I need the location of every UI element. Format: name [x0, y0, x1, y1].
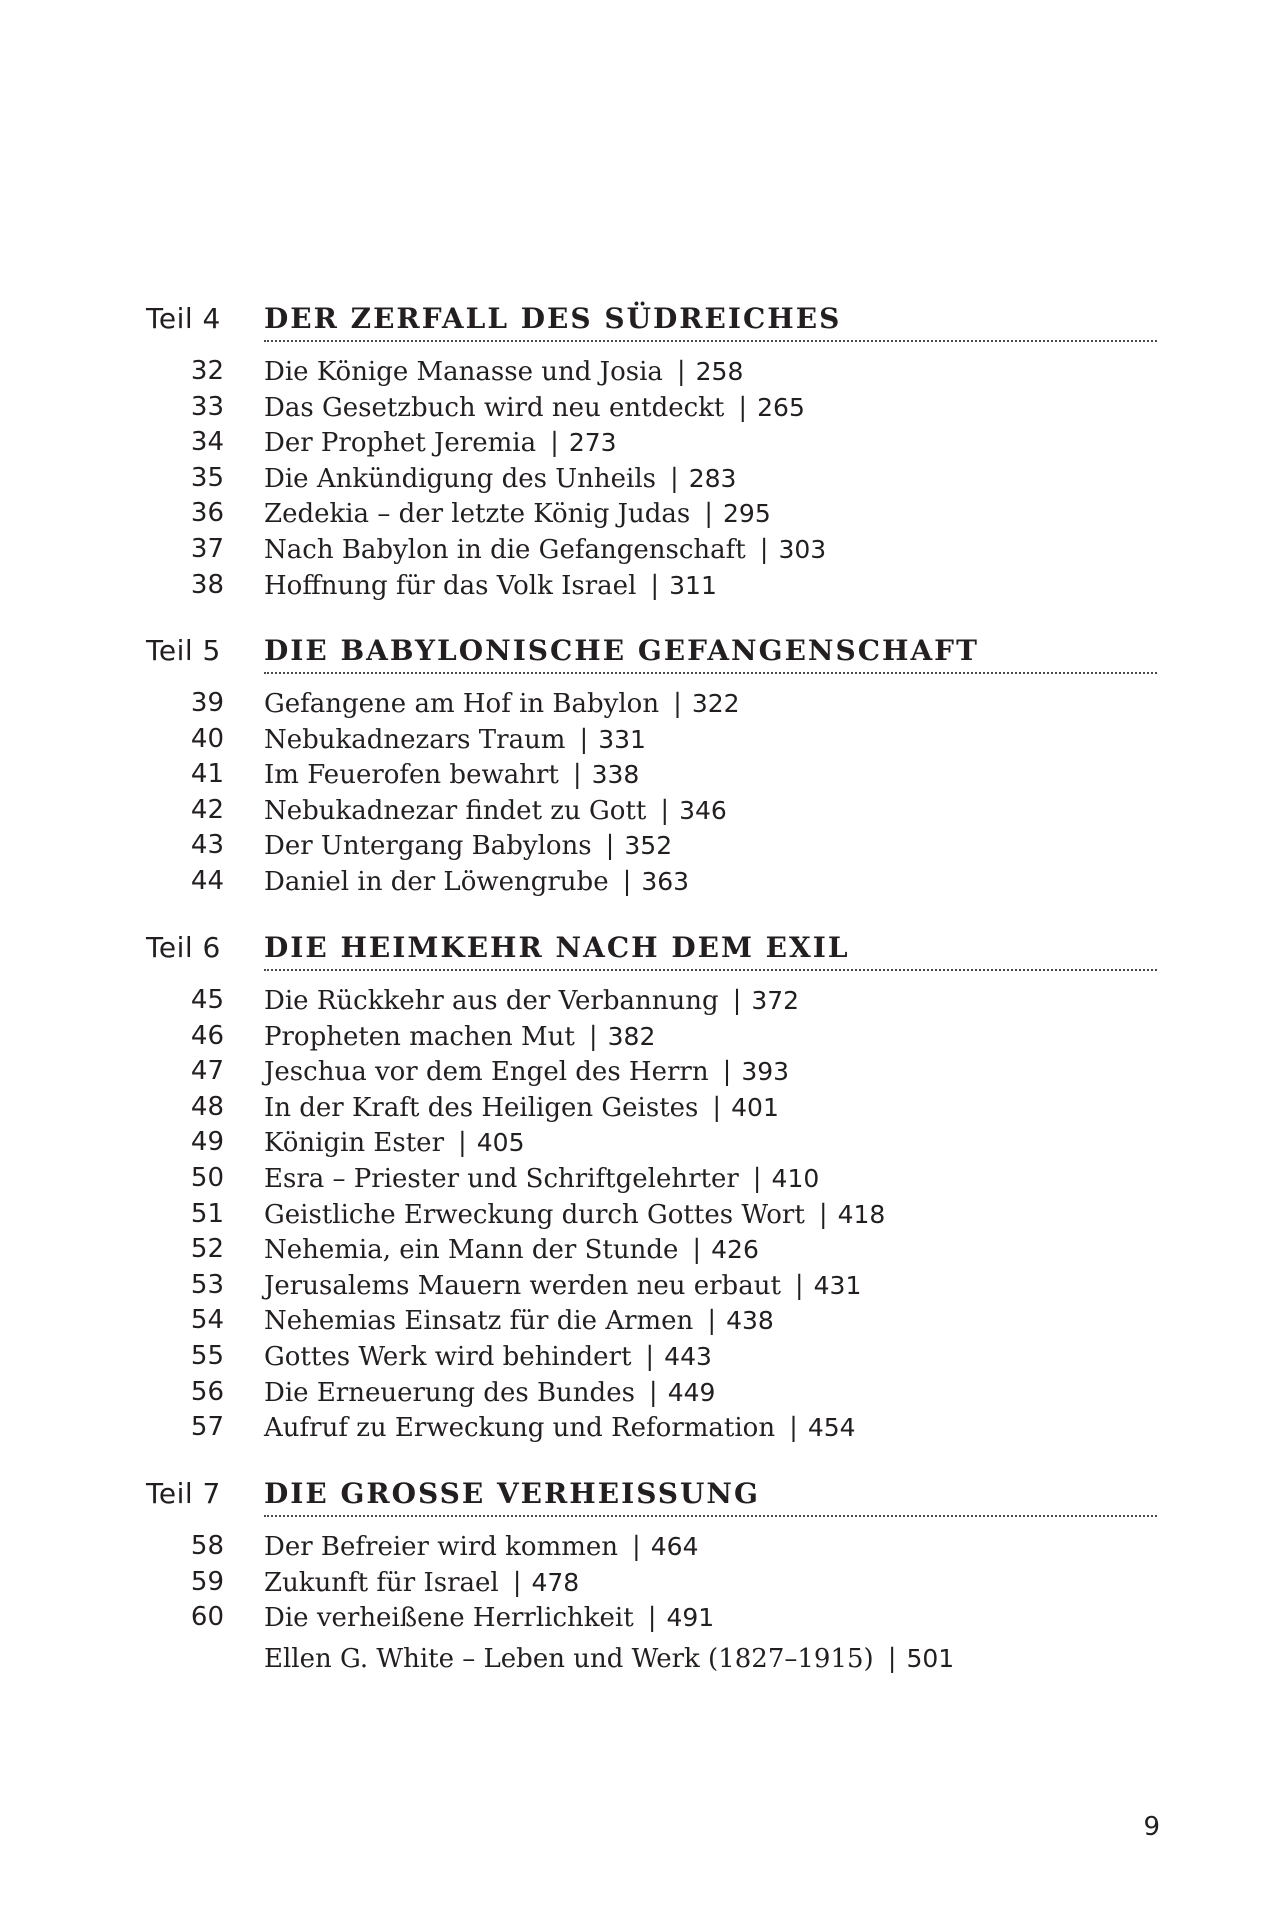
separator: |	[458, 1128, 467, 1159]
chapter-title: Jerusalems Mauern werden neu erbaut	[264, 1270, 781, 1301]
chapter-title-line	[264, 828, 672, 865]
chapter-title-line	[264, 983, 799, 1020]
chapter-number: 51	[190, 1198, 224, 1229]
chapter-page: 372	[751, 986, 800, 1015]
separator: |	[887, 1644, 897, 1674]
chapter-title-line	[264, 1410, 856, 1447]
chapter-number: 56	[190, 1376, 224, 1407]
dotted-rule	[264, 1515, 1157, 1517]
chapter-number: 50	[190, 1162, 224, 1193]
chapter-title-line	[264, 1054, 789, 1091]
dotted-rule	[264, 969, 1157, 971]
chapter-number: 58	[190, 1531, 224, 1561]
chapter-title-line	[264, 568, 717, 605]
separator: |	[660, 795, 670, 826]
chapter-title-line	[264, 390, 805, 427]
chapter-entry	[0, 425, 1280, 461]
separator: |	[622, 866, 632, 897]
separator: |	[712, 1092, 722, 1123]
chapter-page: 443	[664, 1341, 712, 1371]
separator: |	[794, 1270, 804, 1301]
separator: |	[673, 689, 682, 719]
chapter-title: Das Gesetzbuch wird neu entdeckt	[264, 392, 725, 423]
part-section	[0, 302, 1280, 603]
chapter-title-line	[264, 1019, 655, 1056]
appendix-title: Ellen G. White – Leben und Werk (1827–1915)	[264, 1644, 874, 1674]
chapter-title: Esra – Priester und Schriftgelehrter	[264, 1163, 739, 1194]
chapter-page: 418	[837, 1199, 886, 1229]
chapter-title-line	[264, 1090, 779, 1127]
part-section	[0, 931, 1280, 1446]
chapter-entry	[0, 1303, 1280, 1339]
separator: |	[650, 570, 660, 601]
chapter-entry	[0, 568, 1280, 604]
chapter-entry	[0, 1019, 1280, 1055]
chapter-number: 53	[190, 1269, 224, 1300]
separator: |	[789, 1413, 798, 1444]
chapter-title-line	[264, 461, 736, 498]
part-title: DER ZERFALL DES SÜDREICHES	[264, 302, 842, 335]
chapter-page: 431	[813, 1270, 862, 1300]
chapter-number: 42	[190, 794, 224, 825]
chapter-title: Die Rückkehr aus der Verbannung	[264, 986, 719, 1016]
chapter-title: Nehemia, ein Mann der Stunde	[264, 1235, 679, 1266]
separator: |	[512, 1567, 522, 1598]
part-label: Teil 7	[146, 1477, 221, 1510]
chapter-title: Der Untergang Babylons	[264, 831, 592, 862]
part-label: Teil 4	[146, 302, 221, 335]
appendix-entry	[264, 1644, 954, 1674]
chapter-title: Hoffnung für das Volk Israel	[264, 570, 637, 601]
chapter-entry	[0, 1529, 1280, 1565]
chapter-number: 35	[190, 462, 224, 493]
chapter-title-line	[264, 793, 727, 830]
chapter-list	[0, 686, 1280, 900]
separator: |	[632, 1532, 641, 1562]
part-title: DIE GROSSE VERHEISSUNG	[264, 1477, 760, 1510]
chapter-number: 32	[190, 356, 224, 386]
separator: |	[692, 1235, 702, 1266]
chapter-title: Der Prophet Jeremia	[264, 428, 537, 459]
chapter-page: 331	[598, 724, 646, 754]
chapter-page: 491	[666, 1603, 715, 1633]
separator: |	[605, 831, 615, 862]
chapter-number: 38	[190, 569, 224, 600]
chapter-title: Daniel in der Löwengrube	[264, 866, 609, 897]
chapter-page: 311	[669, 570, 717, 600]
chapter-title: Königin Ester	[264, 1128, 444, 1159]
chapter-title: Im Feuerofen bewahrt	[264, 760, 559, 791]
chapter-number: 57	[190, 1412, 224, 1443]
separator: |	[588, 1021, 598, 1052]
chapter-title-line	[264, 1232, 759, 1269]
separator: |	[669, 463, 679, 494]
page-number: 9	[1143, 1812, 1160, 1842]
chapter-number: 41	[190, 759, 224, 790]
part-heading	[0, 634, 1280, 678]
chapter-list	[0, 983, 1280, 1446]
separator: |	[759, 534, 769, 565]
part-label: Teil 5	[146, 634, 221, 667]
chapter-entry	[0, 1410, 1280, 1446]
chapter-entry	[0, 864, 1280, 900]
chapter-title: Geistliche Erweckung durch Gottes Wort	[264, 1199, 805, 1230]
chapter-title: Nebukadnezars Traum	[264, 724, 566, 755]
chapter-title: Aufruf zu Erweckung und Reformation	[264, 1413, 776, 1444]
chapter-title-line	[264, 722, 646, 759]
chapter-page: 283	[688, 463, 737, 493]
chapter-title-line	[264, 1161, 819, 1198]
chapter-entry	[0, 1565, 1280, 1601]
separator: |	[722, 1057, 732, 1088]
chapter-entry	[0, 1600, 1280, 1636]
chapter-title: Jeschua vor dem Engel des Herrn	[264, 1057, 709, 1088]
chapter-title-line	[264, 757, 639, 794]
chapter-entry	[0, 1054, 1280, 1090]
separator: |	[676, 357, 686, 387]
chapter-number: 59	[190, 1566, 224, 1597]
chapter-title: Nebukadnezar findet zu Gott	[264, 795, 647, 826]
part-heading	[0, 1477, 1280, 1521]
chapter-entry	[0, 793, 1280, 829]
chapter-entry	[0, 828, 1280, 864]
chapter-entry	[0, 1268, 1280, 1304]
chapter-title-line	[264, 1339, 712, 1376]
chapter-title-line	[264, 686, 740, 723]
appendix-page: 501	[906, 1644, 955, 1673]
chapter-number: 54	[190, 1305, 224, 1336]
chapter-list	[0, 1529, 1280, 1636]
separator: |	[550, 428, 559, 459]
chapter-number: 44	[190, 865, 224, 896]
chapter-title: Die Erneuerung des Bundes	[264, 1377, 635, 1408]
chapter-page: 401	[731, 1092, 779, 1122]
chapter-page: 393	[741, 1057, 790, 1087]
chapter-page: 449	[667, 1377, 716, 1407]
chapter-number: 60	[190, 1602, 224, 1633]
separator: |	[707, 1306, 717, 1337]
chapter-page: 322	[691, 689, 740, 718]
part-title: DIE BABYLONISCHE GEFANGENSCHAFT	[264, 634, 979, 667]
part-section	[0, 1477, 1280, 1636]
chapter-title-line	[264, 425, 617, 462]
chapter-entry	[0, 757, 1280, 793]
chapter-entry	[0, 390, 1280, 426]
separator: |	[732, 986, 742, 1016]
chapter-number: 49	[190, 1127, 224, 1158]
chapter-page: 454	[807, 1413, 856, 1443]
chapter-page: 352	[624, 831, 673, 861]
chapter-number: 45	[190, 985, 224, 1015]
chapter-page: 363	[641, 866, 690, 896]
dotted-rule	[264, 340, 1157, 342]
dotted-rule	[264, 672, 1157, 674]
separator: |	[818, 1199, 828, 1230]
chapter-title: Nach Babylon in die Gefangenschaft	[264, 534, 746, 565]
part-label: Teil 6	[146, 931, 221, 964]
chapter-entry	[0, 1375, 1280, 1411]
chapter-page: 382	[607, 1021, 656, 1051]
chapter-number: 43	[190, 830, 224, 861]
separator: |	[648, 1377, 658, 1408]
chapter-entry	[0, 496, 1280, 532]
chapter-entry	[0, 722, 1280, 758]
chapter-title-line	[264, 1375, 715, 1412]
chapter-page: 410	[771, 1163, 820, 1193]
chapter-title: Der Befreier wird kommen	[264, 1532, 619, 1562]
chapter-title-line	[264, 354, 743, 391]
chapter-title-line	[264, 1303, 774, 1340]
chapter-entry	[0, 1125, 1280, 1161]
chapter-page: 478	[531, 1567, 580, 1597]
chapter-title: Zukunft für Israel	[264, 1567, 499, 1598]
chapter-title-line	[264, 532, 826, 569]
chapter-page: 303	[778, 534, 827, 564]
chapter-number: 48	[190, 1091, 224, 1122]
chapter-number: 39	[190, 688, 224, 718]
separator: |	[704, 499, 714, 530]
chapter-number: 36	[190, 498, 224, 529]
chapter-title: Gefangene am Hof in Babylon	[264, 689, 660, 719]
chapter-number: 55	[190, 1340, 224, 1371]
chapter-title-line	[264, 496, 771, 533]
separator: |	[647, 1603, 657, 1634]
chapter-page: 295	[723, 499, 771, 529]
chapter-page: 258	[695, 357, 744, 386]
chapter-title-line	[264, 1600, 714, 1637]
chapter-entry	[0, 686, 1280, 722]
chapter-title: Zedekia – der letzte König Judas	[264, 499, 691, 530]
chapter-title-line	[264, 1125, 524, 1162]
chapter-entry	[0, 983, 1280, 1019]
chapter-title: Gottes Werk wird behindert	[264, 1341, 632, 1372]
chapter-title: Propheten machen Mut	[264, 1021, 575, 1052]
chapter-page: 273	[568, 428, 617, 458]
chapter-entry	[0, 532, 1280, 568]
chapter-title: In der Kraft des Heiligen Geistes	[264, 1092, 699, 1123]
part-section	[0, 634, 1280, 900]
chapter-number: 37	[190, 533, 224, 564]
part-heading	[0, 931, 1280, 975]
chapter-title: Die Ankündigung des Unheils	[264, 463, 656, 494]
chapter-number: 40	[190, 723, 224, 754]
chapter-number: 52	[190, 1234, 224, 1265]
chapter-entry	[0, 1232, 1280, 1268]
chapter-title-line	[264, 1529, 699, 1566]
chapter-entry	[0, 1339, 1280, 1375]
chapter-page: 438	[726, 1306, 774, 1336]
chapter-page: 405	[476, 1128, 525, 1158]
chapter-page: 464	[650, 1532, 699, 1561]
chapter-title-line	[264, 1565, 579, 1602]
chapter-title-line	[264, 864, 689, 901]
chapter-page: 265	[757, 392, 805, 422]
chapter-title: Die verheißene Herrlichkeit	[264, 1603, 634, 1634]
chapter-title: Nehemias Einsatz für die Armen	[264, 1306, 694, 1337]
chapter-page: 426	[711, 1235, 759, 1265]
chapter-title-line	[264, 1197, 885, 1234]
separator: |	[572, 760, 582, 791]
chapter-page: 338	[591, 760, 640, 790]
chapter-number: 46	[190, 1020, 224, 1051]
separator: |	[752, 1163, 762, 1194]
chapter-page: 346	[679, 795, 727, 825]
chapter-entry	[0, 1197, 1280, 1233]
chapter-title: Die Könige Manasse und Josia	[264, 357, 663, 387]
chapter-title-line	[264, 1268, 861, 1305]
chapter-list	[0, 354, 1280, 603]
separator: |	[579, 724, 589, 755]
chapter-entry	[0, 1090, 1280, 1126]
chapter-entry	[0, 354, 1280, 390]
chapter-entry	[0, 1161, 1280, 1197]
part-title: DIE HEIMKEHR NACH DEM EXIL	[264, 931, 850, 964]
chapter-entry	[0, 461, 1280, 497]
chapter-number: 33	[190, 391, 224, 422]
chapter-number: 47	[190, 1056, 224, 1087]
separator: |	[738, 392, 748, 423]
separator: |	[645, 1341, 655, 1372]
part-heading	[0, 302, 1280, 346]
chapter-number: 34	[190, 427, 224, 458]
